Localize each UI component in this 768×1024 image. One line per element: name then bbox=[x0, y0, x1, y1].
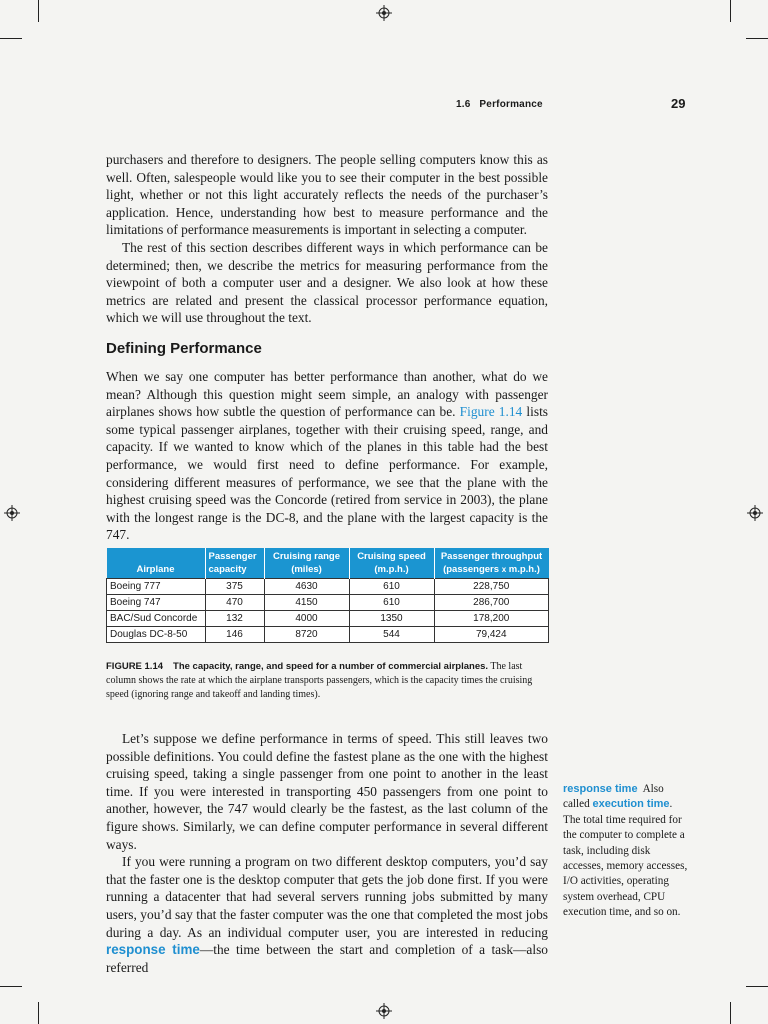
defining-performance-text bbox=[106, 368, 548, 544]
cell-range: 4150 bbox=[264, 595, 349, 611]
figure-title: The capacity, range, and speed for a number of commercial airplanes. bbox=[173, 661, 489, 672]
airplane-table bbox=[106, 548, 549, 643]
cell-airplane: Boeing 747 bbox=[107, 595, 206, 611]
crop-mark-bl-h bbox=[0, 986, 22, 987]
intro-text bbox=[106, 151, 548, 327]
col-speed: Cruising speed (m.p.h.) bbox=[349, 548, 434, 579]
paragraph-5 bbox=[106, 853, 548, 976]
paragraph-1: purchasers and therefore to designers. The people selling computers know this as well. Often, salespeople would like you to see their computer in the best possible light, whether or not this light accurately reflects the needs of the purchaser’s application. Hence, understanding how best to measure performance and the limitations of performance measurements is important in selecting a computer. bbox=[106, 152, 548, 238]
glossary-term-alt: execution time bbox=[592, 798, 670, 811]
cell-capacity: 146 bbox=[205, 627, 264, 643]
cell-throughput: 79,424 bbox=[434, 627, 549, 643]
crop-mark-bl-v bbox=[38, 1002, 39, 1024]
glossary-text-2: . The total time required for the computer to complete a task, including disk accesses, memory accesses, I/O activities, operating system overhead, CPU execution time, and so on. bbox=[563, 798, 688, 919]
paragraph-3-after: lists some typical passenger airplanes, together with their cruising speed, range, and capacity. If we wanted to know which of the planes in this table had the best performance, we would first need to define performance. For example, considering different measures of performance, we see that the plane with the highest cruising speed was the Concorde (retired from service in 2003), the plane with the longest range is the DC-8, and the plane with the largest capacity is the 747. bbox=[106, 404, 549, 543]
cell-airplane: Boeing 777 bbox=[107, 579, 206, 595]
response-time-term[interactable]: response time bbox=[106, 942, 200, 958]
cell-speed: 610 bbox=[349, 595, 434, 611]
cell-range: 8720 bbox=[264, 627, 349, 643]
cell-range: 4000 bbox=[264, 611, 349, 627]
cell-capacity: 470 bbox=[205, 595, 264, 611]
cell-capacity: 375 bbox=[205, 579, 264, 595]
cell-throughput: 286,700 bbox=[434, 595, 549, 611]
paragraph-5-before: If you were running a program on two different desktop computers, you’d say that the faster one is the desktop computer that gets the job done first. If you were running a datacenter that had several servers running jobs submitted by many users, you’d say that the faster computer was the one that completed the most jobs during a day. As an individual computer user, you are interested in reducing bbox=[106, 854, 548, 940]
crop-mark-tl-h bbox=[0, 38, 22, 39]
speed-discussion-text bbox=[106, 730, 548, 976]
registration-mark-bottom-icon bbox=[376, 1003, 392, 1019]
glossary-term: response time bbox=[563, 783, 638, 795]
crop-mark-br-v bbox=[730, 1002, 731, 1024]
cell-speed: 544 bbox=[349, 627, 434, 643]
cell-throughput: 178,200 bbox=[434, 611, 549, 627]
figure-1-14-link[interactable]: Figure 1.14 bbox=[459, 404, 523, 420]
cell-airplane: Douglas DC-8-50 bbox=[107, 627, 206, 643]
paragraph-4: Let’s suppose we define performance in terms of speed. This still leaves two possible definitions. You could define the fastest plane as the one with the highest cruising speed, taking a single passenger from one point to another in the least time. If you were interested in transporting 450 passengers from one point to another, however, the 747 would clearly be the fastest, as the last column of the figure shows. Similarly, we can define computer performance in several different ways. bbox=[106, 731, 548, 852]
paragraph-3 bbox=[106, 368, 548, 544]
cell-speed: 610 bbox=[349, 579, 434, 595]
registration-mark-right-icon bbox=[747, 505, 763, 521]
figure-caption bbox=[106, 660, 548, 702]
page-number: 29 bbox=[671, 96, 686, 111]
registration-mark-top-icon bbox=[376, 5, 392, 21]
crop-mark-br-h bbox=[746, 986, 768, 987]
table-header-row bbox=[107, 548, 549, 579]
crop-mark-tr-h bbox=[746, 38, 768, 39]
col-range: Cruising range (miles) bbox=[264, 548, 349, 579]
figure-caption-text: The last column shows the rate at which the airplane transports passengers, which is the capacity times the cruising speed (ignoring range and takeoff and landing times). bbox=[106, 661, 533, 700]
cell-capacity: 132 bbox=[205, 611, 264, 627]
figure-label: FIGURE 1.14 bbox=[106, 661, 164, 672]
glossary-text-1: Also called bbox=[563, 783, 667, 811]
cell-speed: 1350 bbox=[349, 611, 434, 627]
section-heading: Defining Performance bbox=[106, 340, 262, 357]
paragraph-5-after: —the time between the start and completion of a task—also referred bbox=[106, 942, 548, 975]
table-row bbox=[107, 611, 549, 627]
crop-mark-tl-v bbox=[38, 0, 39, 22]
running-header-section: 1.6 Performance bbox=[456, 99, 543, 110]
table-row bbox=[107, 595, 549, 611]
cell-throughput: 228,750 bbox=[434, 579, 549, 595]
glossary-margin-note bbox=[563, 782, 691, 921]
col-airplane: Airplane bbox=[107, 548, 206, 579]
cell-airplane: BAC/Sud Concorde bbox=[107, 611, 206, 627]
table-row bbox=[107, 627, 549, 643]
crop-mark-tr-v bbox=[730, 0, 731, 22]
table-row bbox=[107, 579, 549, 595]
registration-mark-left-icon bbox=[4, 505, 20, 521]
col-throughput: Passenger throughput (passengers x m.p.h.) bbox=[434, 548, 549, 579]
paragraph-2: The rest of this section describes different ways in which performance can be determined; then, we describe the metrics for measuring performance from the viewpoint of both a computer user and a designer. We also look at how these metrics are related and present the classical processor performance equation, which we will use throughout the text. bbox=[106, 239, 548, 326]
col-capacity: Passenger capacity bbox=[205, 548, 264, 579]
paragraph-3-before: When we say one computer has better performance than another, what do we mean? Although this question might seem simple, an analogy with passenger airplanes shows how subtle the question of performance can be. bbox=[106, 369, 548, 420]
cell-range: 4630 bbox=[264, 579, 349, 595]
